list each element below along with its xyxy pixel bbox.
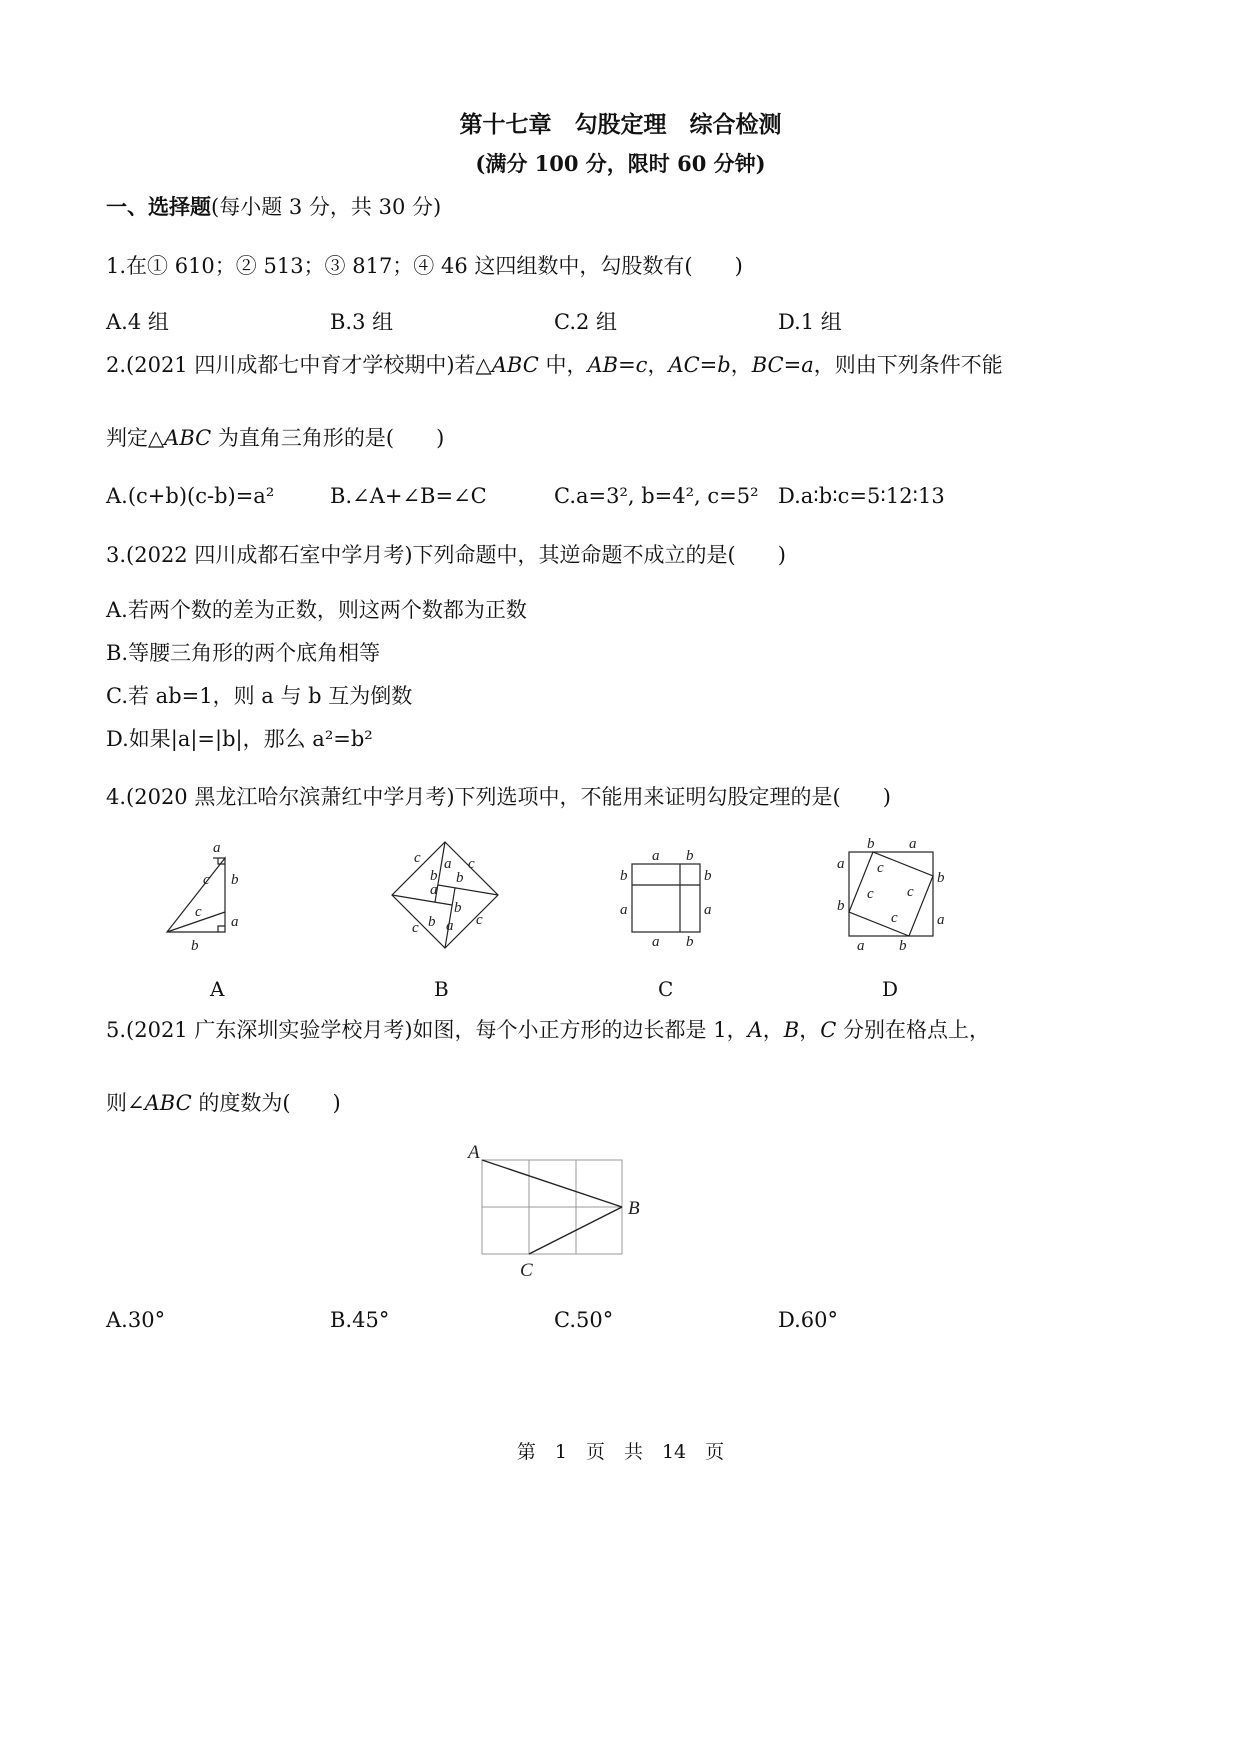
q3-option-b: B.等腰三角形的两个底角相等 bbox=[106, 641, 381, 665]
page-subtitle: (满分 100 分，限时 60 分钟) bbox=[475, 151, 766, 176]
q2-var: ABC bbox=[491, 353, 539, 377]
q4-figure-b-caption: B bbox=[434, 977, 449, 1001]
q5-text: ， bbox=[799, 1018, 821, 1042]
q1-option-c: C.2 组 bbox=[554, 310, 618, 334]
fig-d-label-a: a bbox=[837, 856, 845, 872]
q2-option-d: D.a∶b∶c=5∶12∶13 bbox=[778, 484, 945, 508]
fig-a-label-c: c bbox=[203, 872, 210, 888]
question-3-stem: 3.(2022 四川成都石室中学月考)下列命题中，其逆命题不成立的是( ) bbox=[106, 543, 786, 567]
q4-figure-d bbox=[833, 836, 948, 956]
q2-var: AB bbox=[587, 353, 619, 377]
fig-c-label-a: a bbox=[704, 902, 712, 918]
q5-point-b: B bbox=[628, 1198, 640, 1219]
fig-d-label-c: c bbox=[907, 884, 914, 900]
fig-d-label-b: b bbox=[837, 898, 845, 914]
section-heading bbox=[106, 196, 441, 218]
q4-figure-b bbox=[390, 840, 500, 950]
q5-grid-figure bbox=[460, 1138, 660, 1288]
q5-text: 5.(2021 广东深圳实验学校月考)如图，每个小正方形的边长都是 1， bbox=[106, 1018, 748, 1042]
q2-text: ，则由下列条件不能 bbox=[813, 353, 1003, 377]
q3-option-c: C.若 ab=1，则 a 与 b 互为倒数 bbox=[106, 684, 413, 708]
q2-text: 判定△ bbox=[106, 426, 165, 450]
q2-text: 2.(2021 四川成都七中育才学校期中)若△ bbox=[106, 353, 492, 377]
fig-d-label-b: b bbox=[867, 836, 875, 852]
q2-var: b bbox=[717, 353, 731, 377]
fig-c-label-a: a bbox=[652, 848, 660, 864]
fig-c-label-a: a bbox=[620, 902, 628, 918]
q3-option-d: D.如果|a|=|b|，那么 a²=b² bbox=[106, 727, 373, 751]
fig-d-label-c: c bbox=[867, 886, 874, 902]
q5-text: 的度数为( ) bbox=[191, 1091, 341, 1115]
q2-option-b: B.∠A+∠B=∠C bbox=[330, 484, 487, 508]
fig-d-label-b: b bbox=[899, 938, 907, 954]
fig-b-label-b: b bbox=[454, 900, 462, 916]
q5-text: 分别在格点上， bbox=[836, 1018, 990, 1042]
q3-option-a: A.若两个数的差为正数，则这两个数都为正数 bbox=[106, 598, 527, 622]
q4-figure-a bbox=[155, 838, 255, 958]
q2-var: AC bbox=[668, 353, 700, 377]
q4-figure-d-caption: D bbox=[882, 977, 899, 1001]
q2-text: ， bbox=[647, 353, 669, 377]
q2-text: = bbox=[783, 353, 802, 377]
fig-b-label-b: b bbox=[428, 914, 436, 930]
q4-figure-a-caption: A bbox=[210, 977, 225, 1001]
fig-d-label-c: c bbox=[891, 910, 898, 926]
q5-grid bbox=[482, 1160, 622, 1254]
q5-point-c: C bbox=[520, 1260, 533, 1281]
question-4-stem: 4.(2020 黑龙江哈尔滨萧红中学月考)下列选项中，不能用来证明勾股定理的是( ) bbox=[106, 785, 891, 809]
fig-d-label-a: a bbox=[857, 938, 865, 954]
q5-option-d: D.60° bbox=[778, 1308, 838, 1332]
fig-c-label-a: a bbox=[652, 934, 660, 950]
q5-var: B bbox=[783, 1018, 800, 1042]
fig-b-label-a: a bbox=[444, 856, 452, 872]
section-title: 一、选择题 bbox=[106, 194, 211, 219]
fig-b-label-a: a bbox=[430, 882, 438, 898]
fig-c-label-b: b bbox=[686, 934, 694, 950]
q5-var: C bbox=[820, 1018, 837, 1042]
q5-text: ， bbox=[762, 1018, 784, 1042]
fig-a-label-b2: b bbox=[191, 938, 199, 954]
q2-text: = bbox=[699, 353, 718, 377]
page-footer: 第 1 页 共 14 页 bbox=[516, 1441, 725, 1463]
fig-b-label-b: b bbox=[430, 868, 438, 884]
page-title: 第十七章 勾股定理 综合检测 bbox=[459, 111, 782, 138]
q1-option-a: A.4 组 bbox=[106, 310, 169, 334]
fig-c-label-b: b bbox=[686, 848, 694, 864]
fig-c-label-b: b bbox=[704, 868, 712, 884]
q2-var: c bbox=[635, 353, 648, 377]
fig-d-label-a: a bbox=[909, 836, 917, 852]
fig-a-triangle bbox=[167, 858, 225, 932]
fig-b-label-c: c bbox=[468, 856, 475, 872]
fig-a-label-a2: a bbox=[231, 914, 239, 930]
q5-point-a: A bbox=[468, 1142, 480, 1163]
q5-var: ABC bbox=[144, 1091, 192, 1115]
fig-b-label-c: c bbox=[476, 912, 483, 928]
q2-var: ABC bbox=[164, 426, 212, 450]
question-2-stem bbox=[106, 355, 1003, 376]
question-5-stem bbox=[106, 1020, 990, 1041]
fig-b-label-a: a bbox=[446, 918, 454, 934]
q5-option-c: C.50° bbox=[554, 1308, 614, 1332]
section-note: (每小题 3 分，共 30 分) bbox=[211, 195, 442, 219]
q2-text: = bbox=[618, 353, 636, 377]
q5-text: 则∠ bbox=[106, 1091, 145, 1115]
q4-figure-c-caption: C bbox=[658, 977, 674, 1001]
fig-d-label-a: a bbox=[937, 912, 945, 928]
q2-var: a bbox=[801, 353, 814, 377]
fig-b-label-c: c bbox=[414, 850, 421, 866]
fig-c-label-b: b bbox=[620, 868, 628, 884]
fig-d-label-b: b bbox=[937, 870, 945, 886]
q1-option-d: D.1 组 bbox=[778, 310, 842, 334]
fig-d-label-c: c bbox=[877, 860, 884, 876]
q5-option-b: B.45° bbox=[330, 1308, 390, 1332]
q5-option-a: A.30° bbox=[106, 1308, 166, 1332]
fig-a-label-c2: c bbox=[195, 904, 202, 920]
q2-text: 中， bbox=[538, 353, 588, 377]
question-2-line2 bbox=[106, 428, 444, 449]
fig-c-square bbox=[632, 864, 700, 932]
q2-text: 为直角三角形的是( ) bbox=[211, 426, 445, 450]
q2-text: ， bbox=[730, 353, 752, 377]
q2-var: BC bbox=[751, 353, 784, 377]
question-1-stem: 1.在① 610；② 513；③ 817；④ 46 这四组数中，勾股数有( ) bbox=[106, 254, 743, 278]
q1-option-b: B.3 组 bbox=[330, 310, 394, 334]
question-5-line2 bbox=[106, 1093, 341, 1114]
q2-option-a: A.(c+b)(c-b)=a² bbox=[106, 484, 275, 508]
q5-segment-ab bbox=[482, 1160, 622, 1207]
fig-b-label-b: b bbox=[456, 870, 464, 886]
q4-figure-c bbox=[610, 842, 720, 952]
fig-b-label-c: c bbox=[412, 920, 419, 936]
q5-var: A bbox=[747, 1018, 763, 1042]
fig-a-label-b: b bbox=[231, 872, 239, 888]
q2-option-c: C.a=3², b=4², c=5² bbox=[554, 484, 759, 508]
fig-a-label-a: a bbox=[213, 840, 221, 856]
